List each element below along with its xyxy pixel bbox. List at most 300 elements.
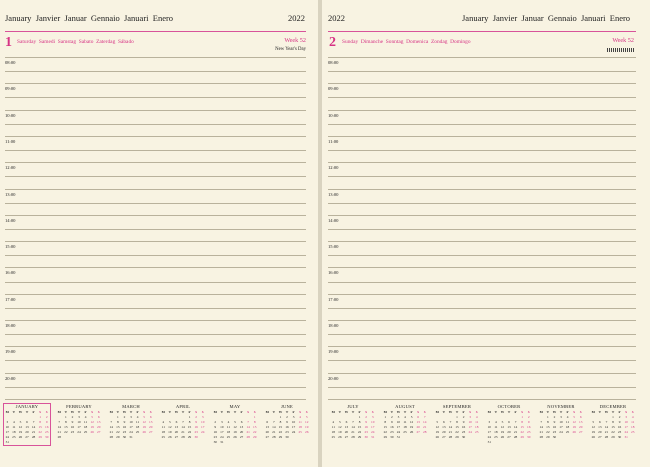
day-name-nl: Zaterdag xyxy=(96,39,116,45)
weekday-initial: F xyxy=(292,410,295,414)
calendar-day: 25 xyxy=(83,430,88,434)
calendar-day: 3 xyxy=(625,415,627,419)
calendar-day: 26 xyxy=(90,430,94,434)
hour-rule xyxy=(5,136,306,137)
calendar-day: 16 xyxy=(552,425,557,429)
month-name-nl: Januari xyxy=(580,13,606,23)
calendar-day: 13 xyxy=(344,425,349,429)
half-hour-rule xyxy=(5,282,306,283)
calendar-day: 27 xyxy=(507,435,511,439)
weekday-initial: F xyxy=(32,410,35,414)
weekday-initial: M xyxy=(591,410,595,414)
hour-rule xyxy=(328,189,636,190)
hour-rule xyxy=(5,83,306,84)
calendar-day: 19 xyxy=(233,430,237,434)
half-hour-rule xyxy=(328,255,636,256)
weekday-initial: M xyxy=(487,410,491,414)
hour-label: 17:00 xyxy=(5,296,16,302)
mini-calendar-february xyxy=(56,404,102,440)
month-name-en: January xyxy=(5,13,32,23)
calendar-day: 10 xyxy=(624,420,628,424)
weekday-initial: M xyxy=(109,410,113,414)
hour-rule xyxy=(5,241,306,242)
calendar-day: 6 xyxy=(345,420,348,424)
calendar-day: 4 xyxy=(475,415,478,419)
weekday-initial: W xyxy=(174,410,179,414)
calendar-day: 19 xyxy=(572,425,576,429)
calendar-day: 7 xyxy=(449,420,452,424)
calendar-day: 11 xyxy=(12,425,16,429)
half-hour-rule xyxy=(328,334,636,335)
calendar-day: 12 xyxy=(572,420,576,424)
weekday-initial: S xyxy=(305,410,308,414)
half-hour-rule xyxy=(328,229,636,230)
calendar-day: 6 xyxy=(599,420,601,424)
weekday-initial: T xyxy=(403,410,407,414)
month-name-es: Enero xyxy=(152,13,174,23)
calendar-day: 31 xyxy=(487,440,491,444)
calendar-day: 25 xyxy=(298,430,302,434)
calendar-day: 13 xyxy=(149,420,153,424)
calendar-day: 1 xyxy=(612,415,614,419)
hour-label: 13:00 xyxy=(328,191,339,197)
day-grid xyxy=(590,410,636,440)
calendar-day: 8 xyxy=(39,420,41,424)
calendar-day: 24 xyxy=(220,435,224,439)
hour-label: 18:00 xyxy=(5,323,16,328)
calendar-day: 12 xyxy=(168,425,172,429)
calendar-day: 20 xyxy=(442,430,446,434)
calendar-day: 10 xyxy=(201,420,205,424)
calendar-day: 31 xyxy=(396,435,401,439)
hour-rule xyxy=(328,136,636,137)
calendar-day: 17 xyxy=(5,430,9,434)
half-hour-rule xyxy=(5,203,306,204)
calendar-day: 7 xyxy=(273,420,275,424)
calendar-day: 22 xyxy=(357,430,362,434)
hour-label: 20:00 xyxy=(5,375,16,381)
calendar-day: 26 xyxy=(338,435,342,439)
calendar-day: 21 xyxy=(181,430,185,434)
calendar-day: 10 xyxy=(559,420,563,424)
hour-label: 08:00 xyxy=(5,60,16,65)
weekday-initial: W xyxy=(122,410,127,414)
calendar-day: 2 xyxy=(462,415,465,419)
month-name: JULY xyxy=(347,404,359,409)
calendar-day: 19 xyxy=(18,430,23,434)
day-name-es: Domingo xyxy=(450,39,471,45)
calendar-day: 13 xyxy=(265,425,269,429)
weekday-initial: S xyxy=(39,410,42,414)
barcode-icon xyxy=(607,48,634,52)
calendar-day: 29 xyxy=(38,435,42,439)
calendar-day: 16 xyxy=(45,425,49,429)
calendar-day: 23 xyxy=(390,430,394,434)
calendar-day: 7 xyxy=(605,420,608,424)
year-label: 2022 xyxy=(288,13,305,23)
weekday-initial: S xyxy=(143,410,146,414)
calendar-day: 5 xyxy=(592,420,595,424)
calendar-day: 6 xyxy=(149,415,152,419)
calendar-day: 15 xyxy=(253,425,257,429)
weekday-initial: F xyxy=(410,410,413,414)
calendar-day: 22 xyxy=(383,430,387,434)
day-grid xyxy=(4,410,50,445)
calendar-day: 28 xyxy=(423,430,427,434)
day-name-en: Saturday xyxy=(17,39,37,45)
calendar-day: 11 xyxy=(565,420,570,424)
weekday-initial: F xyxy=(136,410,139,414)
month-name-de: Januar xyxy=(521,13,544,23)
calendar-day: 20 xyxy=(25,430,29,434)
calendar-day: 23 xyxy=(527,430,531,434)
day-grid xyxy=(330,410,376,440)
calendar-day: 4 xyxy=(495,420,497,424)
weekday-initial: M xyxy=(383,410,387,414)
weekday-initial: T xyxy=(168,410,171,414)
hour-label: 11:00 xyxy=(328,138,339,144)
weekday-initial: S xyxy=(97,410,100,414)
calendar-day: 17 xyxy=(371,425,375,429)
weekday-initial: S xyxy=(469,410,472,414)
calendar-day: 13 xyxy=(598,425,602,429)
weekday-initial: W xyxy=(70,410,75,414)
weekday-initial: S xyxy=(625,410,628,414)
calendar-day: 11 xyxy=(331,425,335,429)
calendar-day: 13 xyxy=(174,425,179,429)
calendar-day: 4 xyxy=(162,420,165,424)
calendar-day: 9 xyxy=(618,420,621,424)
month-name-it: Gennaio xyxy=(90,13,120,23)
calendar-day: 30 xyxy=(285,435,289,439)
calendar-day: 26 xyxy=(142,430,146,434)
day-name-en: Sunday xyxy=(342,39,359,45)
calendar-day: 9 xyxy=(286,420,288,424)
half-hour-rule xyxy=(328,71,636,72)
calendar-day: 21 xyxy=(351,430,355,434)
day-grid xyxy=(160,410,206,440)
calendar-day: 24 xyxy=(129,430,133,434)
calendar-day: 24 xyxy=(624,430,628,434)
calendar-day: 26 xyxy=(435,435,439,439)
calendar-day: 7 xyxy=(423,415,426,419)
calendar-day: 4 xyxy=(13,420,15,424)
hour-rule xyxy=(5,294,306,295)
month-name: MARCH xyxy=(122,404,140,409)
calendar-day: 30 xyxy=(527,435,531,439)
hour-rule xyxy=(328,294,636,295)
half-hour-rule xyxy=(5,124,306,125)
day-name-it: Domenica xyxy=(406,39,429,45)
calendar-day: 1 xyxy=(253,415,256,419)
calendar-day: 10 xyxy=(291,420,296,424)
calendar-day: 26 xyxy=(18,435,23,439)
hour-rule xyxy=(328,83,636,84)
calendar-day: 26 xyxy=(305,430,309,434)
calendar-day: 14 xyxy=(109,425,113,429)
hour-label: 14:00 xyxy=(5,217,16,223)
calendar-day: 9 xyxy=(45,420,48,424)
weekday-initial: F xyxy=(514,410,517,414)
calendar-day: 8 xyxy=(253,420,256,424)
month-name: FEBRUARY xyxy=(66,404,92,409)
calendar-day: 8 xyxy=(279,420,282,424)
day-grid xyxy=(108,410,154,440)
calendar-day: 15 xyxy=(611,425,615,429)
day-name-de: Samstag xyxy=(57,39,77,45)
calendar-day: 4 xyxy=(404,415,406,419)
weekday-initial: S xyxy=(423,410,426,414)
half-hour-rule xyxy=(5,308,306,309)
weekday-initial: M xyxy=(213,410,217,414)
calendar-day: 6 xyxy=(508,420,510,424)
calendar-day: 17 xyxy=(291,425,296,429)
calendar-day: 15 xyxy=(187,425,192,429)
calendar-day: 10 xyxy=(220,425,224,429)
calendar-day: 9 xyxy=(214,425,217,429)
calendar-day: 22 xyxy=(455,430,459,434)
calendar-day: 23 xyxy=(552,430,557,434)
calendar-day: 22 xyxy=(546,430,550,434)
mini-calendar-august xyxy=(382,404,428,440)
month-name: AUGUST xyxy=(395,404,415,409)
calendar-day: 13 xyxy=(239,425,244,429)
weekday-initial: W xyxy=(278,410,283,414)
weekday-initial: S xyxy=(573,410,576,414)
calendar-day: 28 xyxy=(31,435,36,439)
half-hour-rule xyxy=(328,282,636,283)
half-hour-rule xyxy=(328,150,636,151)
hour-rule xyxy=(328,241,636,242)
weekday-initial: S xyxy=(527,410,530,414)
left-page xyxy=(0,0,318,467)
calendar-day: 30 xyxy=(213,440,217,444)
weekday-initial: M xyxy=(265,410,269,414)
half-hour-rule xyxy=(5,71,306,72)
calendar-day: 14 xyxy=(539,425,543,429)
calendar-day: 13 xyxy=(507,425,511,429)
header-rule xyxy=(328,31,636,32)
weekday-initial: T xyxy=(559,410,563,414)
calendar-day: 10 xyxy=(5,425,9,429)
calendar-day: 19 xyxy=(168,430,172,434)
mini-calendar-september xyxy=(434,404,480,440)
calendar-day: 28 xyxy=(246,435,250,439)
calendar-day: 29 xyxy=(520,435,524,439)
calendar-day: 14 xyxy=(513,425,518,429)
calendar-day: 28 xyxy=(539,435,543,439)
month-name-fr: Janvier xyxy=(492,13,518,23)
calendar-day: 18 xyxy=(494,430,498,434)
half-hour-rule xyxy=(5,150,306,151)
calendar-day: 23 xyxy=(45,430,49,434)
hour-label: 15:00 xyxy=(5,244,16,250)
calendar-day: 25 xyxy=(331,435,335,439)
calendar-day: 29 xyxy=(116,435,120,439)
calendar-day: 21 xyxy=(539,430,543,434)
calendar-day: 27 xyxy=(25,435,29,439)
calendar-day: 18 xyxy=(298,425,302,429)
calendar-day: 7 xyxy=(352,420,354,424)
weekday-initial: S xyxy=(579,410,582,414)
hour-label: 10:00 xyxy=(328,112,339,118)
weekday-initial: T xyxy=(77,410,81,414)
calendar-day: 28 xyxy=(448,435,453,439)
calendar-day: 11 xyxy=(403,420,407,424)
calendar-day: 8 xyxy=(65,420,67,424)
calendar-day: 6 xyxy=(579,415,582,419)
calendar-day: 13 xyxy=(442,425,446,429)
calendar-day: 4 xyxy=(84,415,87,419)
calendar-day: 14 xyxy=(57,425,61,429)
calendar-day: 14 xyxy=(448,425,453,429)
calendar-day: 16 xyxy=(70,425,75,429)
calendar-day: 2 xyxy=(391,415,393,419)
month-name: JUNE xyxy=(280,404,294,409)
month-name-es: Enero xyxy=(609,13,631,23)
half-hour-rule xyxy=(328,387,636,388)
calendar-day: 30 xyxy=(552,435,557,439)
calendar-day: 5 xyxy=(436,420,439,424)
calendar-day: 14 xyxy=(351,425,355,429)
half-hour-rule xyxy=(328,124,636,125)
calendar-day: 11 xyxy=(631,420,635,424)
day-grid xyxy=(56,410,102,440)
calendar-day: 5 xyxy=(143,415,145,419)
calendar-day: 1 xyxy=(521,415,523,419)
calendar-day: 13 xyxy=(97,420,101,424)
calendar-day: 26 xyxy=(409,430,414,434)
weekday-initial: F xyxy=(240,410,243,414)
calendar-day: 18 xyxy=(331,430,335,434)
weekday-initial: F xyxy=(566,410,569,414)
calendar-day: 18 xyxy=(161,430,165,434)
calendar-day: 30 xyxy=(122,435,127,439)
weekday-initial: T xyxy=(390,410,393,414)
right-page xyxy=(322,0,650,467)
calendar-day: 25 xyxy=(631,430,635,434)
calendar-day: 7 xyxy=(540,420,543,424)
calendar-day: 20 xyxy=(265,430,269,434)
calendar-day: 12 xyxy=(142,420,146,424)
weekday-initial: S xyxy=(371,410,374,414)
half-hour-rule xyxy=(5,360,306,361)
calendar-day: 31 xyxy=(624,435,628,439)
weekday-initial: W xyxy=(552,410,557,414)
calendar-day: 29 xyxy=(253,435,257,439)
calendar-day: 30 xyxy=(390,435,394,439)
calendar-day: 8 xyxy=(547,420,549,424)
hour-label: 19:00 xyxy=(328,349,339,355)
calendar-day: 5 xyxy=(573,415,575,419)
weekday-initial: F xyxy=(618,410,621,414)
calendar-day: 3 xyxy=(371,415,374,419)
weekday-initial: W xyxy=(396,410,401,414)
calendar-day: 4 xyxy=(332,420,335,424)
calendar-day: 9 xyxy=(365,420,367,424)
calendar-day: 25 xyxy=(565,430,570,434)
calendar-day: 12 xyxy=(305,420,309,424)
calendar-day: 12 xyxy=(500,425,505,429)
calendar-day: 1 xyxy=(456,415,458,419)
calendar-day: 20 xyxy=(344,430,349,434)
half-hour-rule xyxy=(5,97,306,98)
calendar-day: 1 xyxy=(279,415,282,419)
weekday-initial: M xyxy=(435,410,439,414)
calendar-day: 17 xyxy=(559,425,563,429)
mini-calendar-october xyxy=(486,404,532,445)
calendar-day: 7 xyxy=(58,420,61,424)
hour-rule xyxy=(328,215,636,216)
calendar-day: 7 xyxy=(182,420,184,424)
calendar-day: 24 xyxy=(201,430,205,434)
calendar-day: 19 xyxy=(435,430,439,434)
calendar-day: 15 xyxy=(116,425,120,429)
calendar-day: 24 xyxy=(291,430,296,434)
calendar-day: 21 xyxy=(448,430,453,434)
calendar-day: 12 xyxy=(90,420,94,424)
weekday-initial: F xyxy=(188,410,191,414)
calendar-day: 1 xyxy=(117,415,119,419)
calendar-day: 10 xyxy=(487,425,491,429)
half-hour-rule xyxy=(328,360,636,361)
calendar-day: 11 xyxy=(298,420,302,424)
calendar-day: 4 xyxy=(136,415,139,419)
month-name-de: Januar xyxy=(64,13,87,23)
mini-calendar-november xyxy=(538,404,584,440)
weekday-initial: T xyxy=(116,410,119,414)
calendar-day: 6 xyxy=(97,415,100,419)
mini-calendar-march xyxy=(108,404,154,440)
calendar-day: 3 xyxy=(488,420,491,424)
day-grid xyxy=(212,410,258,445)
calendar-day: 9 xyxy=(195,420,197,424)
hour-label: 18:00 xyxy=(328,323,339,328)
calendar-day: 27 xyxy=(416,430,420,434)
weekday-initial: S xyxy=(91,410,94,414)
calendar-day: 30 xyxy=(45,435,49,439)
calendar-day: 12 xyxy=(409,420,414,424)
month-name: JANUARY xyxy=(15,404,39,409)
calendar-day: 7 xyxy=(514,420,517,424)
weekday-initial: S xyxy=(417,410,420,414)
calendar-day: 28 xyxy=(57,435,61,439)
calendar-day: 24 xyxy=(396,430,401,434)
calendar-day: 19 xyxy=(90,425,94,429)
weekday-initial: S xyxy=(247,410,250,414)
calendar-day: 21 xyxy=(604,430,609,434)
month-header xyxy=(5,13,173,23)
calendar-day: 25 xyxy=(494,435,498,439)
hour-label: 10:00 xyxy=(5,112,16,118)
calendar-day: 19 xyxy=(305,425,309,429)
calendar-day: 6 xyxy=(417,415,419,419)
weekday-initial: T xyxy=(494,410,497,414)
calendar-day: 12 xyxy=(435,425,439,429)
calendar-day: 14 xyxy=(31,425,36,429)
calendar-day: 27 xyxy=(579,430,583,434)
weekday-initial: T xyxy=(598,410,601,414)
weekday-initial: S xyxy=(195,410,198,414)
hour-label: 09:00 xyxy=(5,86,16,92)
calendar-day: 23 xyxy=(285,430,289,434)
calendar-day: 29 xyxy=(278,435,283,439)
half-hour-rule xyxy=(328,308,636,309)
hour-label: 16:00 xyxy=(5,270,16,276)
calendar-day: 15 xyxy=(546,425,550,429)
calendar-day: 20 xyxy=(174,430,179,434)
calendar-day: 29 xyxy=(546,435,550,439)
